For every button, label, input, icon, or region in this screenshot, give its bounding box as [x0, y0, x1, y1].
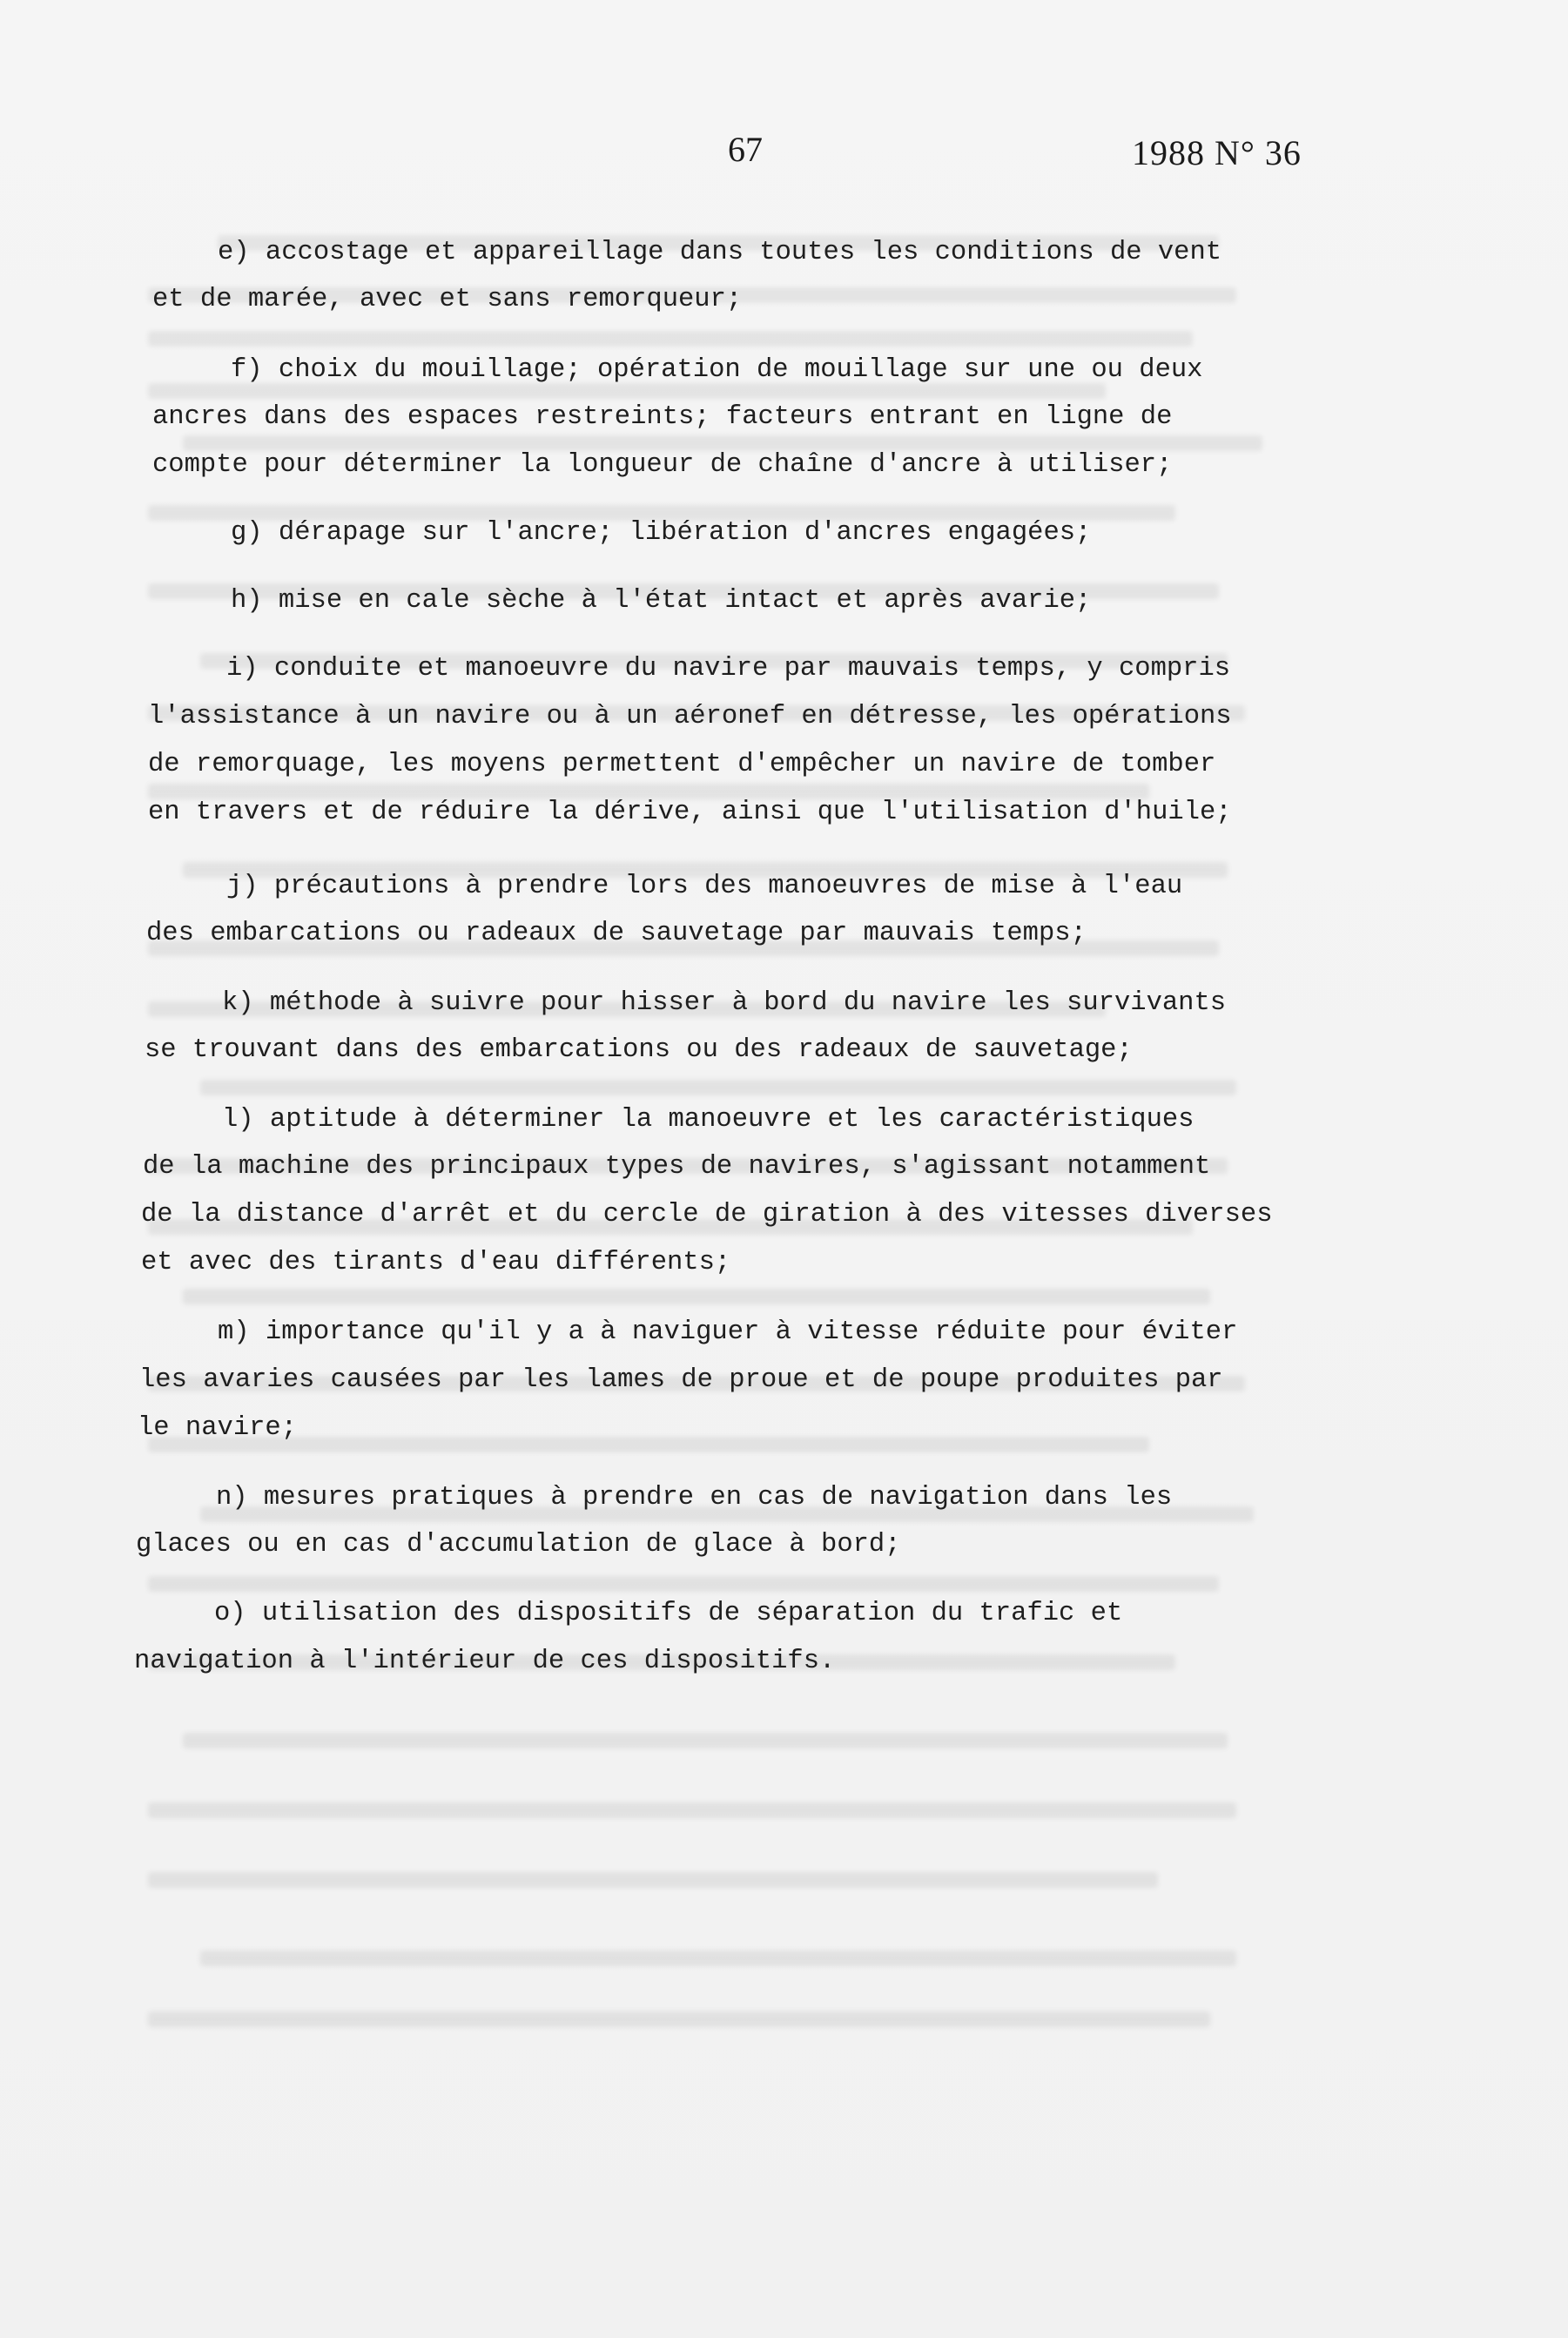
paragraph-n-line-2: glaces ou en cas d'accumulation de glace à bord; — [136, 1530, 901, 1560]
paragraph-i-line-3: de remorquage, les moyens permettent d'empêcher un navire de tomber — [148, 750, 1216, 779]
paragraph-l-line-1: l) aptitude à déterminer la manoeuvre et les caractéristiques — [222, 1105, 1195, 1135]
paragraph-e-line-2: et de marée, avec et sans remorqueur; — [152, 285, 743, 314]
paragraph-m-line-1: m) importance qu'il y a à naviguer à vitesse réduite pour éviter — [218, 1317, 1238, 1347]
paragraph-i-line-4: en travers et de réduire la dérive, ainsi que l'utilisation d'huile; — [148, 798, 1232, 827]
paragraph-l-line-2: de la machine des principaux types de navires, s'agissant notamment — [143, 1152, 1211, 1182]
paragraph-k-line-1: k) méthode à suivre pour hisser à bord du navire les survivants — [222, 988, 1227, 1018]
paragraph-g-line-1: g) dérapage sur l'ancre; libération d'ancres engagées; — [231, 518, 1092, 548]
paragraph-o-line-2: navigation à l'intérieur de ces dispositifs. — [134, 1647, 836, 1676]
paragraph-l-line-3: de la distance d'arrêt et du cercle de giration à des vitesses diverses — [141, 1200, 1273, 1230]
paragraph-l-line-4: et avec des tirants d'eau différents; — [141, 1248, 731, 1277]
paragraph-f-line-3: compte pour déterminer la longueur de chaîne d'ancre à utiliser; — [152, 450, 1173, 480]
page-header — [0, 129, 1568, 181]
page-number: 67 — [728, 130, 763, 169]
paragraph-j-line-1: j) précautions à prendre lors des manoeuvres de mise à l'eau — [226, 872, 1183, 901]
paragraph-h-line-1: h) mise en cale sèche à l'état intact et après avarie; — [231, 586, 1092, 616]
paragraph-i-line-2: l'assistance à un navire ou à un aéronef en détresse, les opérations — [148, 702, 1232, 731]
paragraph-f-line-2: ancres dans des espaces restreints; facteurs entrant en ligne de — [152, 402, 1173, 432]
paragraph-m-line-3: le navire; — [138, 1413, 298, 1443]
paragraph-m-line-2: les avaries causées par les lames de proue et de poupe produites par — [139, 1365, 1223, 1395]
paragraph-f-line-1: f) choix du mouillage; opération de mouillage sur une ou deux — [231, 355, 1203, 385]
document-reference: 1988 N° 36 — [1132, 133, 1302, 172]
paragraph-o-line-1: o) utilisation des dispositifs de séparation du trafic et — [214, 1599, 1123, 1628]
paragraph-k-line-2: se trouvant dans des embarcations ou des radeaux de sauvetage; — [145, 1035, 1133, 1065]
paragraph-j-line-2: des embarcations ou radeaux de sauvetage par mauvais temps; — [146, 919, 1087, 948]
paragraph-e-line-1: e) accostage et appareillage dans toutes les conditions de vent — [218, 238, 1222, 267]
paragraph-n-line-1: n) mesures pratiques à prendre en cas de navigation dans les — [216, 1483, 1173, 1513]
paragraph-i-line-1: i) conduite et manoeuvre du navire par mauvais temps, y compris — [226, 654, 1231, 684]
